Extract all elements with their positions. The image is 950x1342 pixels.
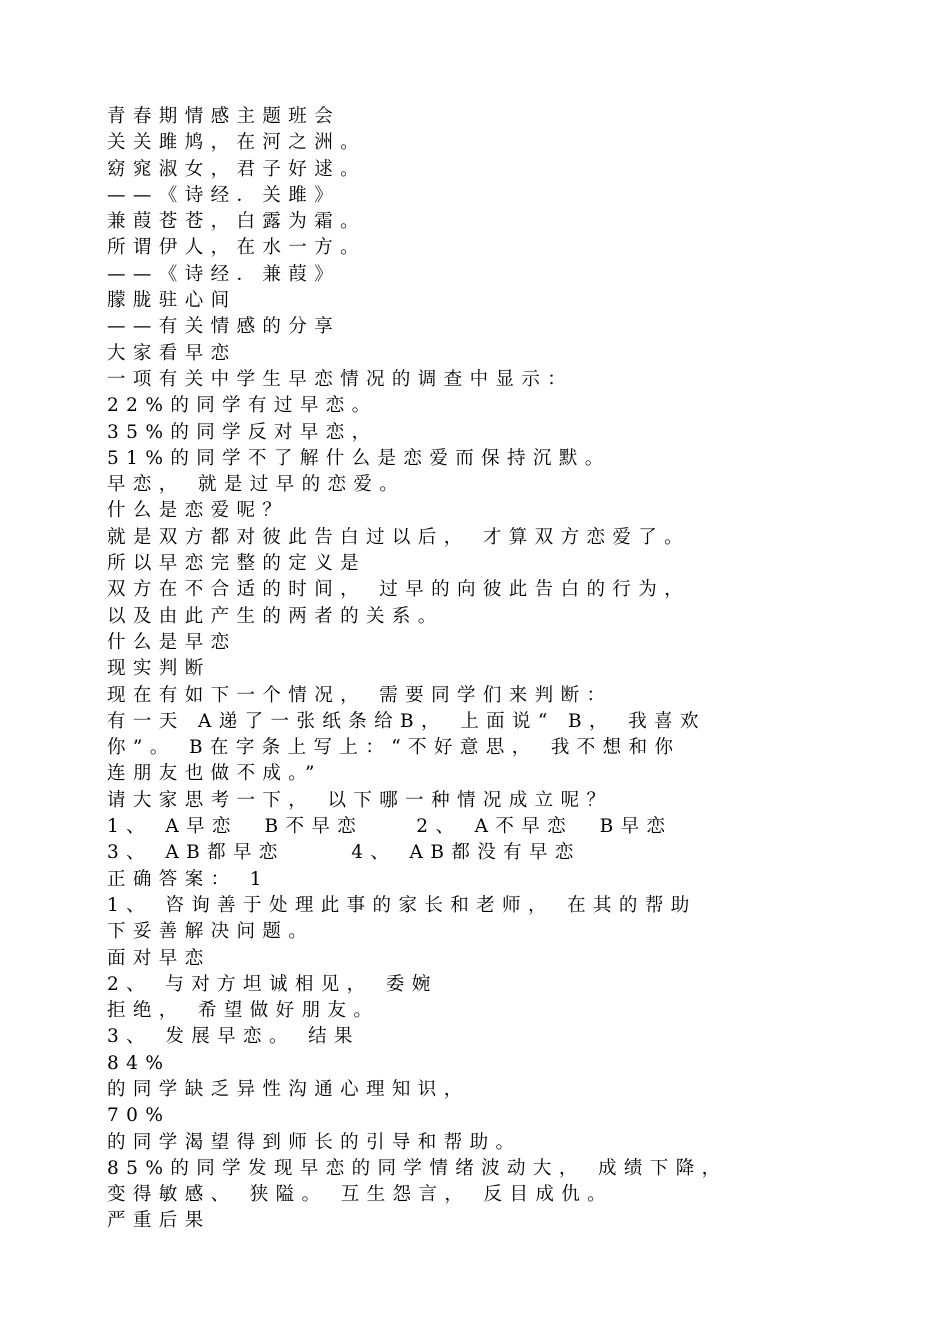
document-line: 1、 咨询善于处理此事的家长和老师， 在其的帮助 xyxy=(107,894,697,916)
document-line: ——有关情感的分享 xyxy=(107,316,341,338)
document-line: 正确答案： 1 xyxy=(107,868,269,890)
document-line: 70% xyxy=(107,1105,171,1127)
document-line: 关关雎鸠，在河之洲。 xyxy=(107,132,367,154)
document-line: 以及由此产生的两者的关系。 xyxy=(107,605,444,627)
document-body xyxy=(107,104,867,1235)
document-line: 现实判断 xyxy=(107,658,211,680)
document-line: 你”。 B在字条上写上：“不好意思， 我不想和你 xyxy=(107,737,681,759)
document-line: 84% xyxy=(107,1052,171,1074)
document-line: ——《诗经．兼葭》 xyxy=(107,263,341,285)
document-line: 什么是早恋 xyxy=(107,631,237,653)
document-line: 所以早恋完整的定义是 xyxy=(107,553,367,575)
document-line: 变得敏感、 狭隘。 互生怨言， 反目成仇。 xyxy=(107,1184,614,1206)
document-line: 朦胧驻心间 xyxy=(107,290,237,312)
document-line: 51%的同学不了解什么是恋爱而保持沉默。 xyxy=(107,447,611,469)
document-line: 的同学渴望得到师长的引导和帮助。 xyxy=(107,1131,522,1153)
document-line: 请大家思考一下， 以下哪一种情况成立呢？ xyxy=(107,789,613,811)
document-line: 面对早恋 xyxy=(107,947,211,969)
document-line: 22%的同学有过早恋。 xyxy=(107,395,378,417)
document-line: 有一天 A递了一张纸条给B， 上面说“ B， 我喜欢 xyxy=(107,710,706,732)
document-line: 下妥善解决问题。 xyxy=(107,921,315,943)
document-line: 现在有如下一个情况， 需要同学们来判断： xyxy=(107,684,613,706)
document-line: 就是双方都对彼此告白过以后， 才算双方恋爱了。 xyxy=(107,526,691,548)
document-line: 1、 A早恋 B不早恋 2、 A不早恋 B早恋 xyxy=(107,816,673,838)
document-line: 连朋友也做不成。” xyxy=(107,763,322,785)
document-line: ——《诗经．关雎》 xyxy=(107,184,341,206)
document-line: 的同学缺乏异性沟通心理知识， xyxy=(107,1078,470,1100)
document-line: 早恋， 就是过早的恋爱。 xyxy=(107,474,406,496)
document-line: 所谓伊人，在水一方。 xyxy=(107,237,367,259)
document-line: 一项有关中学生早恋情况的调查中显示： xyxy=(107,368,574,390)
document-line: 3、 AB都早恋 4、 AB都没有早恋 xyxy=(107,842,581,864)
document-line: 大家看早恋 xyxy=(107,342,237,364)
document-line: 2、 与对方坦诚相见， 委婉 xyxy=(107,973,438,995)
document-line: 双方在不合适的时间， 过早的向彼此告白的行为， xyxy=(107,579,691,601)
document-line: 拒绝， 希望做好朋友。 xyxy=(107,1000,380,1022)
document-line: 85%的同学发现早恋的同学情绪波动大， 成绩下降， xyxy=(107,1157,728,1179)
document-line: 青春期情感主题班会 xyxy=(107,106,341,127)
document-line: 严重后果 xyxy=(107,1210,211,1232)
document-line: 兼葭苍苍，白露为霜。 xyxy=(107,211,367,233)
document-line: 3、 发展早恋。 结果 xyxy=(107,1026,360,1048)
document-line: 35%的同学反对早恋， xyxy=(107,421,378,443)
document-line: 窈窕淑女，君子好逑。 xyxy=(107,158,367,180)
document-line: 什么是恋爱呢？ xyxy=(107,500,289,522)
